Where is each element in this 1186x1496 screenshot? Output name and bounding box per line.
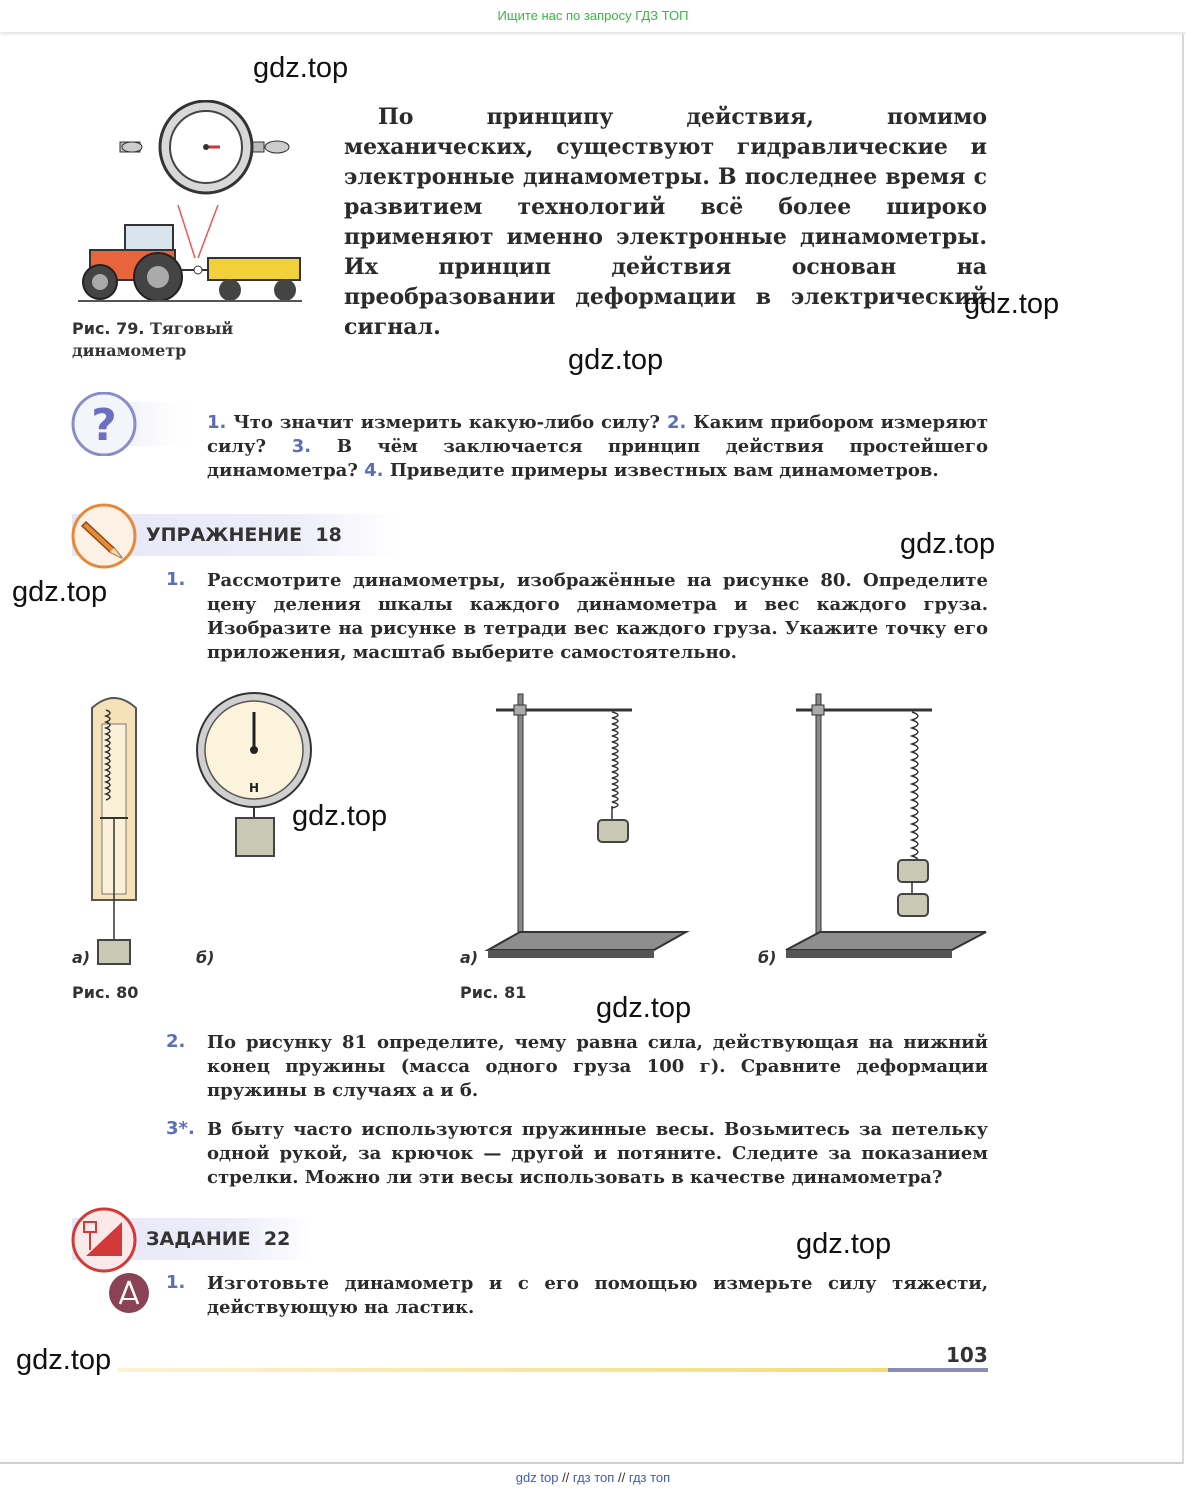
fig81a-stand [484,688,694,968]
watermark: gdz.top [964,288,1060,320]
watermark: gdz.top [796,1228,892,1260]
exercise-task-2-number: 2. [166,1031,186,1052]
exercise-task-2: По рисунку 81 определите, чему равна сила, действующая на нижний конец пружины (масса одного груза 100 г). Сравните деформации пружины в случаях а и б. [207,1032,988,1101]
assignment-task-1-number: 1. [166,1272,186,1293]
footer-link-1[interactable]: gdz top [515,1470,559,1485]
fig81-sub-b: б) [758,948,777,967]
footer-separator: // [562,1470,570,1485]
assignment-task-1: Изготовьте динамометр и с его помощью измерьте силу тяжести, действующую на ластик. [207,1273,988,1318]
footer-link-2[interactable]: гдз топ [572,1470,615,1485]
fig81b-stand [782,688,992,968]
fig79-label: Рис. 79. [72,319,145,338]
watermark: gdz.top [900,528,996,560]
watermark: gdz.top [292,800,388,832]
fig80b-dynamometer [194,690,314,862]
question-1: Что значит измерить какую-либо силу? [233,412,661,433]
fig80-sub-a: а) [72,948,91,967]
compass-icon [108,1272,150,1314]
assignment-number: 22 [263,1228,291,1250]
ruler-triangle-icon [70,1206,138,1274]
fig80a-dynamometer [86,688,146,968]
exercise-number: 18 [315,524,342,546]
fig80b-unit: Н [248,781,260,795]
question-icon [70,392,200,456]
watermark: gdz.top [16,1344,112,1376]
pencil-icon [70,502,138,570]
fig81-label: Рис. 81 [460,983,527,1002]
page-underline-accent [888,1368,988,1372]
fig79-title: Тяговый динамометр [72,319,234,360]
question-3: В чём заключается принцип действия простейшего динамометра? [207,436,988,481]
footer-link-3[interactable]: гдз топ [628,1470,671,1485]
fig80-sub-b: б) [196,948,215,967]
page-number: 103 [946,1343,988,1367]
question-1-number: 1. [207,412,227,433]
question-2: Каким прибором измеряют силу? [207,412,988,457]
exercise-task-3: В быту часто используются пружинные весы. Возьмитесь за петельку одной рукой, за крючок — другой и потяните. Следите за показанием стрелки. Можно ли эти весы использовать в качестве динамометра? [207,1119,988,1188]
exercise-task-3-number: 3*. [166,1118,195,1139]
question-2-number: 2. [667,412,687,433]
question-3-number: 3. [291,436,312,457]
top-banner[interactable]: Ищите нас по запросу ГДЗ ТОП [0,0,1186,32]
watermark: gdz.top [12,576,108,608]
watermark: gdz.top [596,992,692,1024]
exercise-task-1-number: 1. [166,569,186,590]
page-underline [118,1368,888,1372]
footer-links [0,1466,1186,1496]
question-4-number: 4. [364,460,384,481]
exercise-task-1: Рассмотрите динамометры, изображённые на рисунке 80. Определите цену деления шкалы каждого динамометра и вес каждого груза. Изобразите на рисунке в тетради вес каждого груза. Укажите точку его приложения, масштаб выберите самостоятельно. [207,570,988,663]
fig79-caption [72,318,272,362]
intro-paragraph: По принципу действия, помимо механических, существуют гидравлические и электронные динамометры. В последнее время с развитием технологий всё более широко применяют именно электронные динамометры. Их принцип действия основан на преобразовании деформации в электрический сигнал. [344,104,987,340]
watermark: gdz.top [568,344,664,376]
fig80-label: Рис. 80 [72,983,139,1002]
exercise-title: УПРАЖНЕНИЕ [146,524,303,546]
footer-separator: // [617,1470,626,1485]
fig81-sub-a: а) [460,948,479,967]
watermark: gdz.top [253,52,349,84]
svg-text:?: ? [91,400,117,451]
question-4: Приведите примеры известных вам динамометров. [389,460,939,481]
questions-block [207,411,988,483]
assignment-title: ЗАДАНИЕ [146,1228,251,1250]
fig79-illustration [70,100,320,310]
